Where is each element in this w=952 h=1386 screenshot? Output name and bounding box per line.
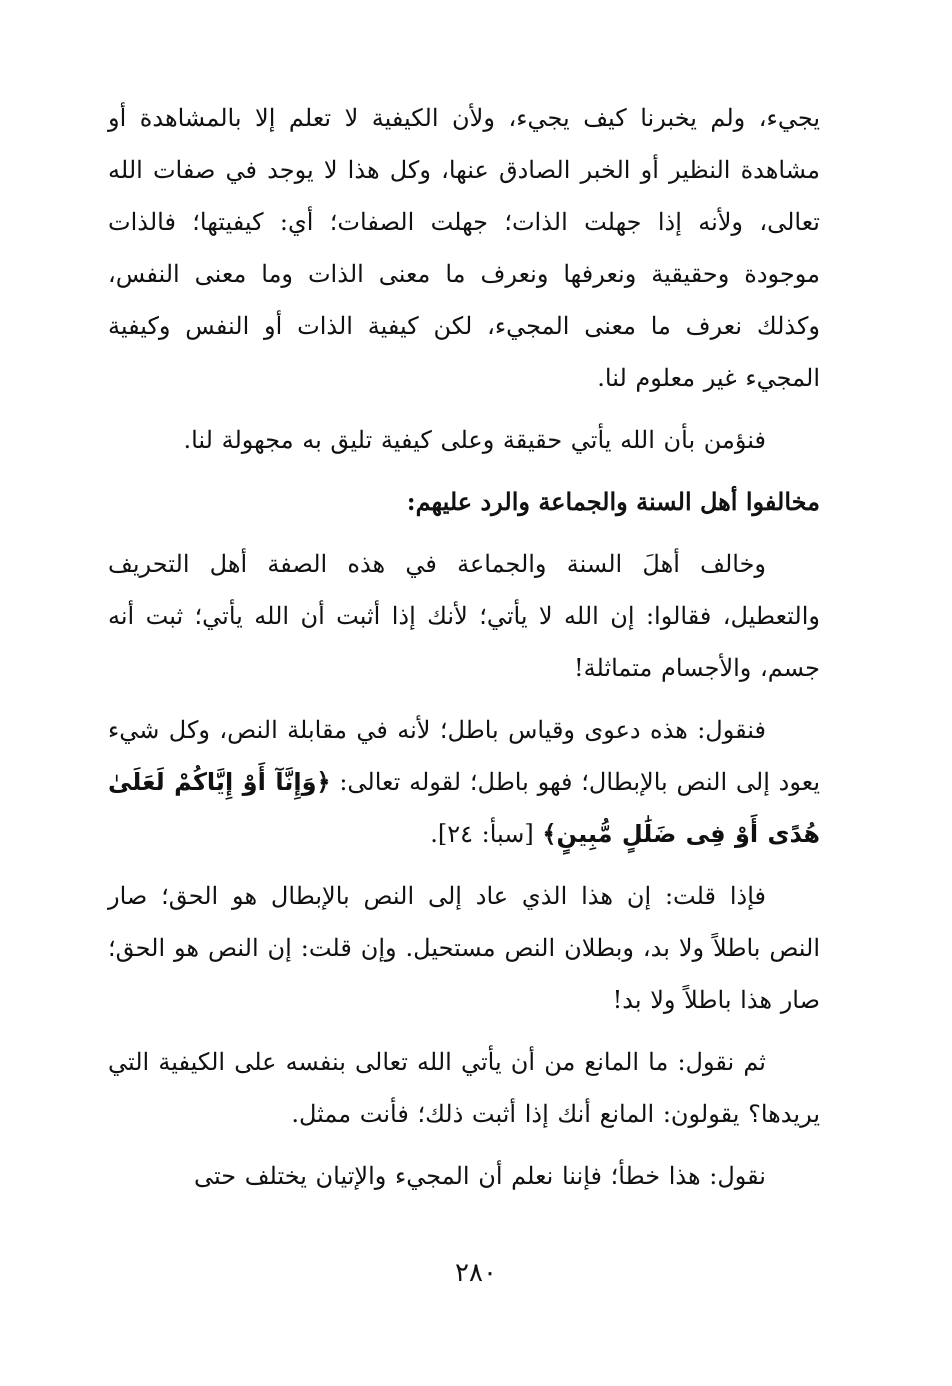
paragraph-3: وخالف أهلَ السنة والجماعة في هذه الصفة أهل التحريف والتعطيل، فقالوا: إن الله لا يأتي؛ لأنك إذا أثبت أن الله يأتي؛ ثبت أنه جسم، والأجسام متماثلة! <box>108 550 820 682</box>
paragraph-4 <box>108 704 820 860</box>
paragraph-2: فنؤمن بأن الله يأتي حقيقة وعلى كيفية تليق به مجهولة لنا. <box>183 426 766 454</box>
page-body <box>108 92 820 1212</box>
quran-verse: ﴿وَإِنَّآ أَوْ إِيَّاكُمْ لَعَلَىٰ هُدًى أَوْ فِى ضَلَٰلٍ مُّبِينٍ﴾ <box>108 768 820 848</box>
paragraph-1: يجيء، ولم يخبرنا كيف يجيء، ولأن الكيفية لا تعلم إلا بالمشاهدة أو مشاهدة النظير أو الخبر الصادق عنها، وكل هذا لا يوجد في صفات الله تعالى، ولأنه إذا جهلت الذات؛ جهلت الصفات؛ أي: كيفيتها؛ فالذات موجودة وحقيقية ونعرفها ونعرف ما معنى الذات وما معنى النفس، وكذلك نعرف ما معنى المجيء، لكن كيفية الذات أو النفس وكيفية المجيء غير معلوم لنا. <box>108 104 820 392</box>
paragraph-6: ثم نقول: ما المانع من أن يأتي الله تعالى بنفسه على الكيفية التي يريدها؟ يقولون: المانع أنك إذا أثبت ذلك؛ فأنت ممثل. <box>108 1048 820 1128</box>
page-number: ٢٨٠ <box>455 1258 497 1288</box>
paragraph-4-text: فنقول: هذه دعوى وقياس باطل؛ لأنه في مقابلة النص، وكل شيء يعود إلى النص بالإبطال؛ فهو باطل؛ لقوله تعالى: <box>108 716 821 796</box>
verse-reference: [سبأ: ٢٤]. <box>430 820 543 848</box>
paragraph-5: فإذا قلت: إن هذا الذي عاد إلى النص بالإبطال هو الحق؛ صار النص باطلاً ولا بد، وبطلان النص مستحيل. وإن قلت: إن النص هو الحق؛ صار هذا باطلاً ولا بد! <box>108 882 820 1014</box>
section-heading: مخالفوا أهل السنة والجماعة والرد عليهم: <box>406 487 820 516</box>
paragraph-7: نقول: هذا خطأ؛ فإننا نعلم أن المجيء والإتيان يختلف حتى <box>193 1162 766 1190</box>
